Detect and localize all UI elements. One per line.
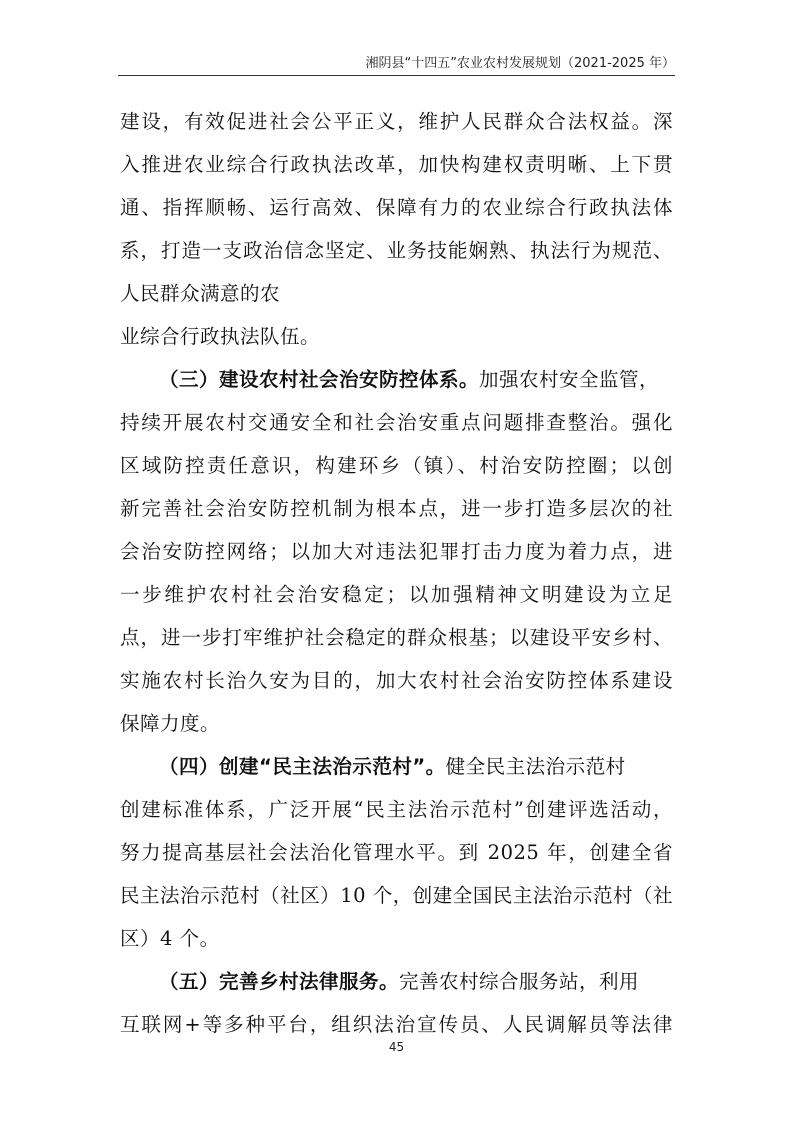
text-line: 实施农村长治久安为目的，加大农村社会治安防控体系建设 — [120, 669, 673, 692]
text-line: 业综合行政执法队伍。 — [120, 325, 321, 348]
text-line: 创建标准体系，广泛开展“民主法治示范村”创建评选活动， — [120, 798, 673, 821]
page-number: 45 — [388, 1040, 405, 1054]
header-rule — [118, 75, 675, 76]
text-line: 点，进一步打牢维护社会稳定的群众根基；以建设平安乡村、 — [120, 626, 673, 649]
document-body — [120, 100, 673, 1046]
running-header: 湘阴县“十四五”农业农村发展规划（2021-2025 年） — [365, 56, 675, 71]
section-text: 加强农村安全监管， — [479, 368, 660, 391]
text-line: 新完善社会治安防控机制为根本点，进一步打造多层次的社 — [120, 497, 673, 520]
text-line: 区域防控责任意识，构建环乡（镇）、村治安防控圈；以创 — [120, 454, 673, 477]
section-first-line — [120, 745, 673, 788]
text-line: 持续开展农村交通安全和社会治安重点问题排查整治。强化 — [120, 411, 673, 434]
text-line: 一步维护农村社会治安稳定；以加强精神文明建设为立足 — [120, 583, 673, 606]
section-text: 健全民主法治示范村 — [445, 755, 626, 778]
text-line: 入推进农业综合行政执法改革，加快构建权责明晰、上下贯 — [120, 153, 673, 176]
text-line: 人民群众满意的农 — [120, 282, 281, 305]
section-first-line — [120, 960, 673, 1003]
text-line: 会治安防控网络；以加大对违法犯罪打击力度为着力点，进 — [120, 540, 673, 563]
section-first-line — [120, 358, 673, 401]
text-line: 通、指挥顺畅、运行高效、保障有力的农业综合行政执法体 — [120, 196, 673, 219]
text-line: 努力提高基层社会法治化管理水平。到 2025 年，创建全省 — [120, 841, 673, 864]
text-line: 系，打造一支政治信念坚定、业务技能娴熟、执法行为规范、 — [120, 239, 673, 262]
section-heading: （四）创建“民主法治示范村”。 — [159, 755, 446, 778]
section-heading: （三）建设农村社会治安防控体系。 — [159, 368, 480, 391]
text-line: 民主法治示范村（社区）10 个，创建全国民主法治示范村（社 — [120, 884, 673, 907]
text-line: 建设，有效促进社会公平正义，维护人民群众合法权益。深 — [120, 110, 673, 133]
section-heading: （五）完善乡村法律服务。 — [159, 970, 400, 993]
text-line: 区）4 个。 — [120, 927, 220, 950]
section-text: 完善农村综合服务站，利用 — [399, 970, 640, 993]
text-line: 互联网+等多种平台，组织法治宣传员、人民调解员等法律 — [120, 1013, 673, 1036]
text-line: 保障力度。 — [120, 712, 221, 735]
